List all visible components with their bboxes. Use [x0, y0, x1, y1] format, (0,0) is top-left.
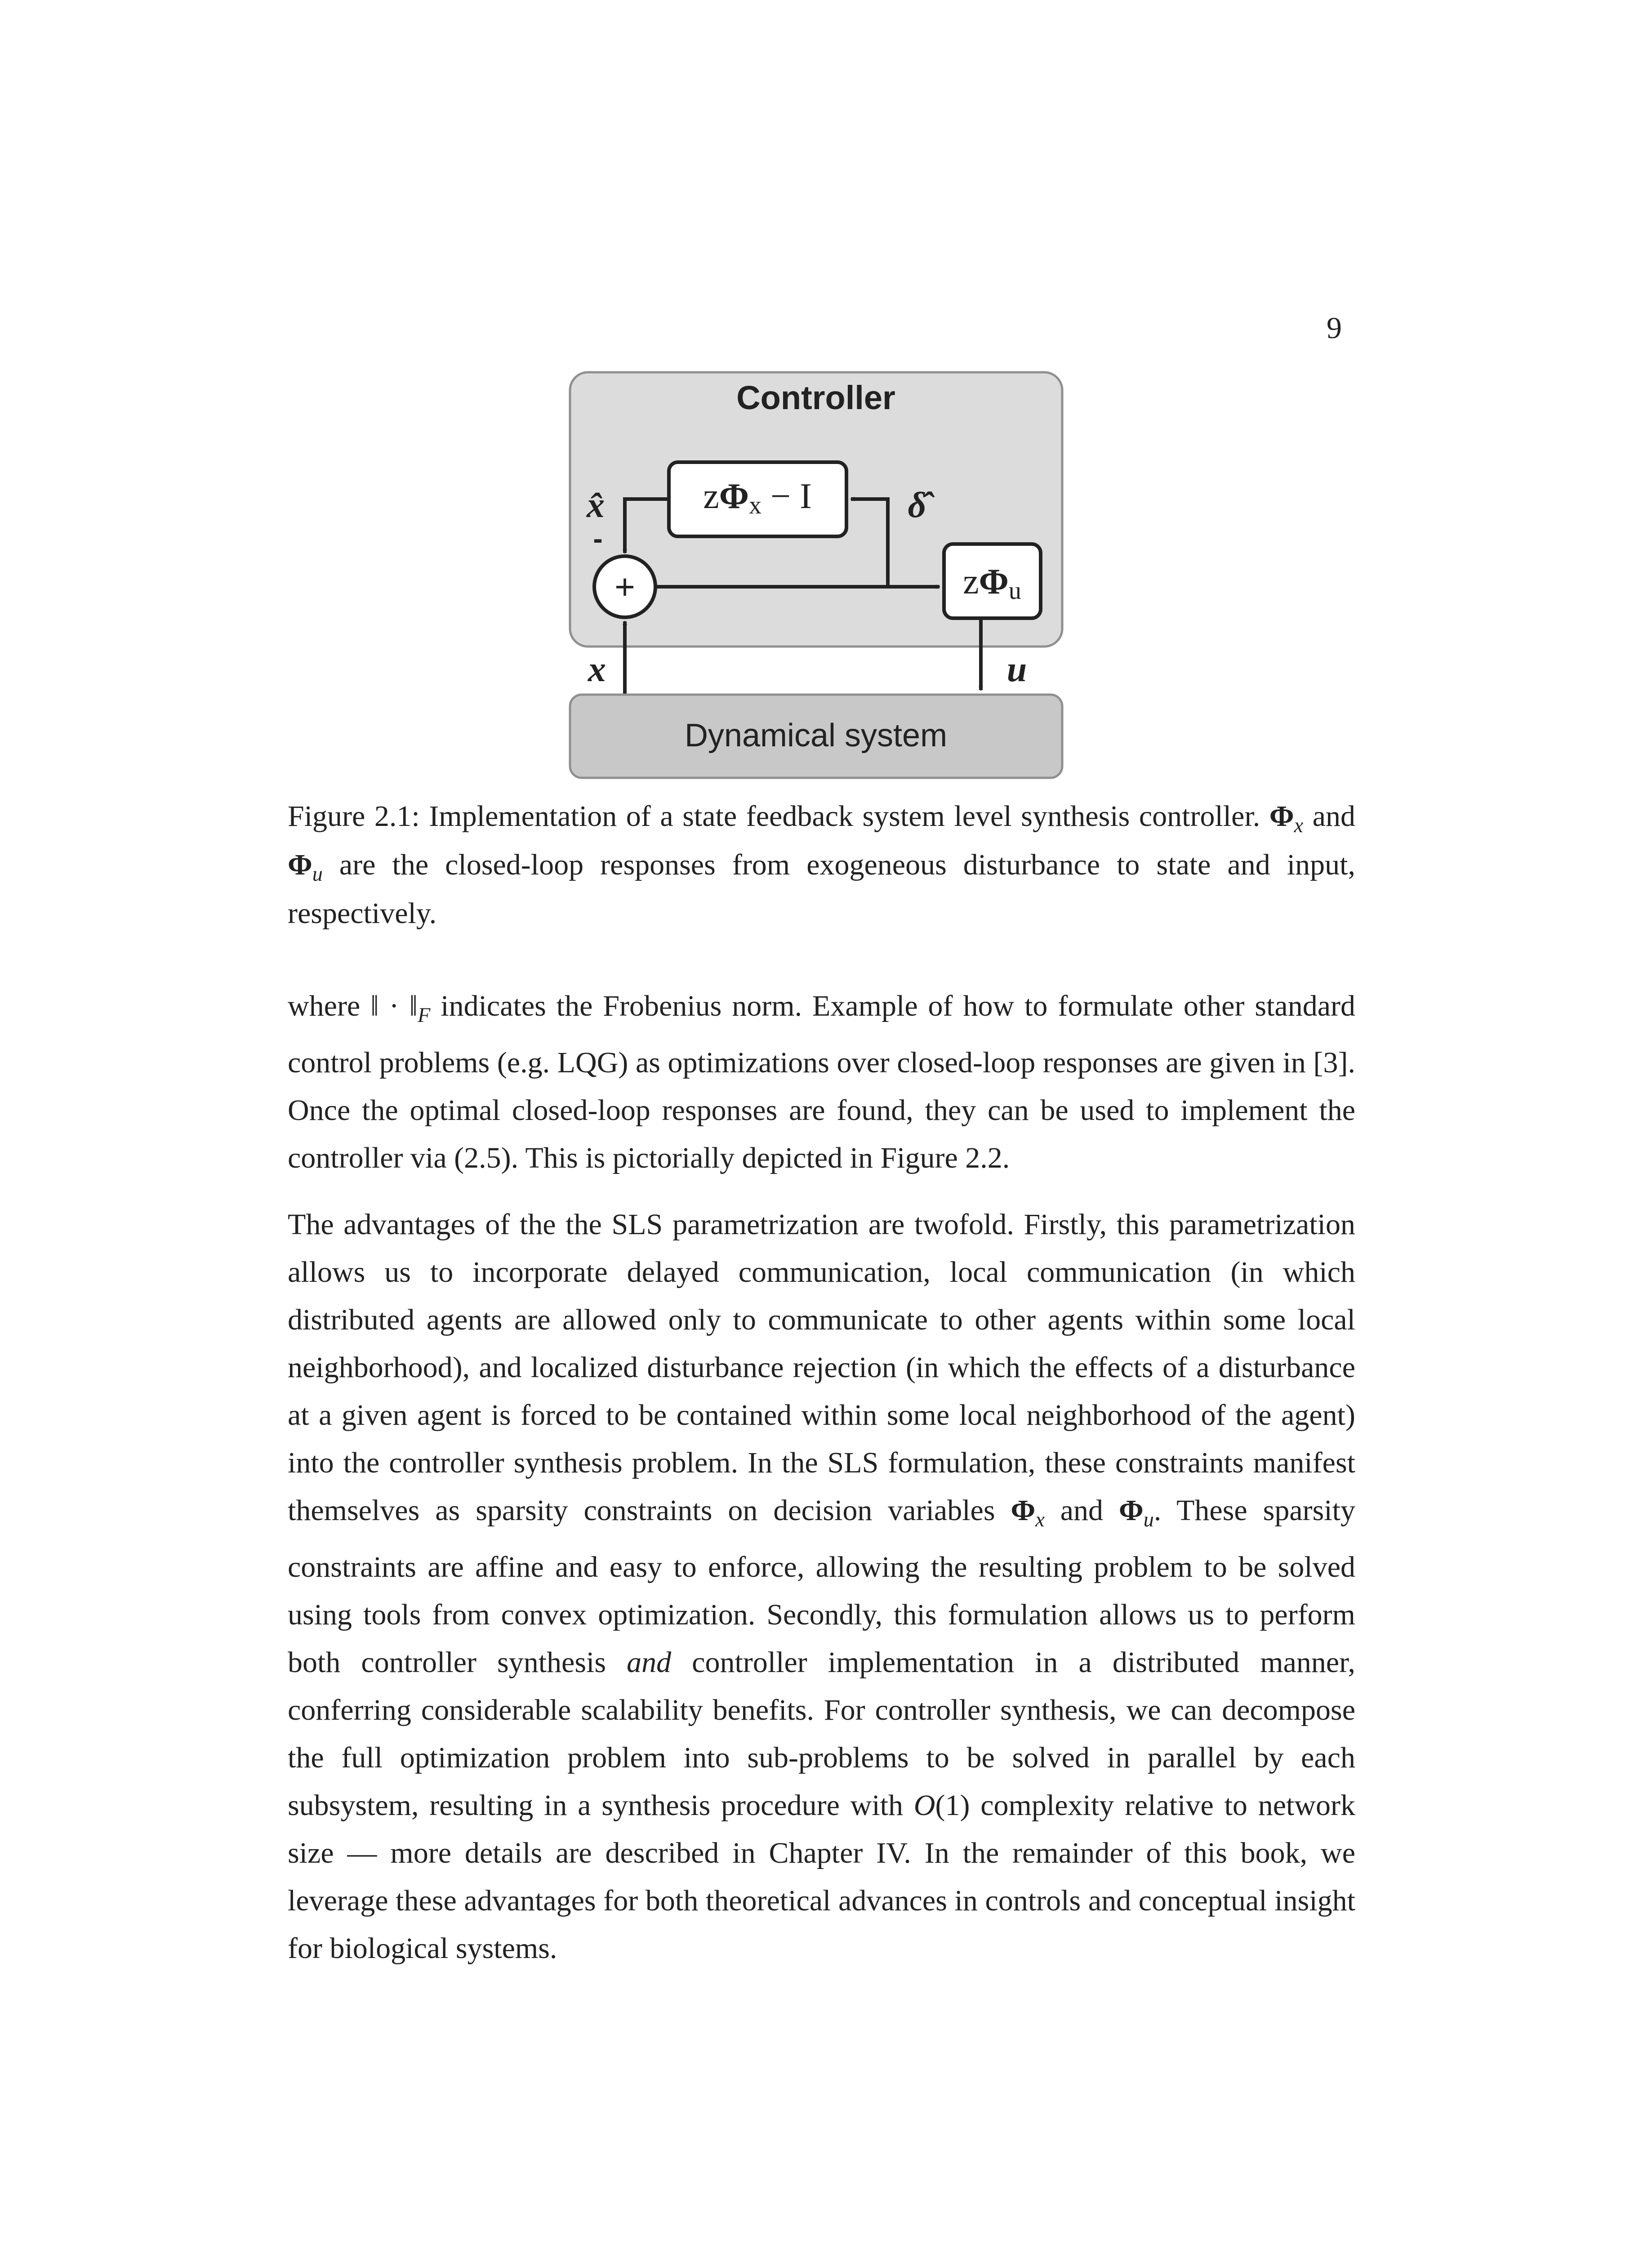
figure-caption: Figure 2.1: Implementation of a state feedback system level synthesis controller. $\Phi_x$ and $\Phi_u$ are the closed-loop responses from exogeneous disturbance to state and input, respectively.: [288, 800, 1356, 930]
page-number: 9: [1327, 311, 1342, 345]
sum-symbol: +: [614, 567, 635, 607]
figure-block-diagram: [562, 364, 1070, 787]
body-text: [288, 982, 1355, 1991]
paragraph-2: The advantages of the the SLS parametrization are twofold. Firstly, this parametrization allows us to incorporate delayed communication, local communication (in which distributed agents are allowed only to communicate to other agents within some local neighborhood), and localized disturbance rejection (in which the effects of a disturbance at a given agent is forced to be contained within some local neighborhood of the agent) into the controller synthesis problem. In the SLS formulation, these constraints manifest themselves as sparsity constraints on decision variables $\Phi_x$ and $\Phi_u$. These sparsity constraints are affine and easy to enforce, allowing the resulting problem to be solved using tools from convex optimization. Secondly, this formulation allows us to perform both controller synthesis and controller implementation in a distributed manner, conferring considerable scalability benefits. For controller synthesis, we can decompose the full optimization problem into sub-problems to be solved in parallel by each subsystem, resulting in a synthesis procedure with O(1) complexity relative to network size — more details are described in Chapter IV. In the remainder of this book, we leverage these advantages for both theoretical advances in controls and conceptual insight for biological systems.: [288, 1208, 1355, 1965]
controller-label: Controller: [736, 379, 895, 416]
x-label: x: [588, 650, 606, 689]
delta-hat-label: δ̂: [908, 486, 926, 525]
minus-sign: -: [593, 522, 603, 555]
dynamical-system-label: Dynamical system: [684, 718, 948, 754]
caption-phi-x: Φ: [1269, 800, 1294, 833]
u-label: u: [1006, 650, 1027, 689]
caption-phi-u: Φ: [288, 848, 312, 882]
block-zphiu-label: zΦu: [963, 562, 1021, 605]
caption-rest: are the closed-loop responses from exogeneous disturbance to state and input, respectively.: [288, 848, 1355, 930]
x-hat-label: x̂: [587, 486, 605, 525]
block-zphix-label: zΦx − I: [703, 477, 812, 519]
caption-lead: Figure 2.1: Implementation of a state feedback system level synthesis controller.: [288, 800, 1260, 833]
paragraph-1: where ‖ · $‖_F$ indicates the Frobenius norm. Example of how to formulate other standard control problems (e.g. LQG) as optimizations over closed-loop responses are given in [3]. Once the optimal closed-loop responses are found, they can be used to implement the controller via (2.5). This is pictorially depicted in Figure 2.2.: [288, 990, 1355, 1175]
